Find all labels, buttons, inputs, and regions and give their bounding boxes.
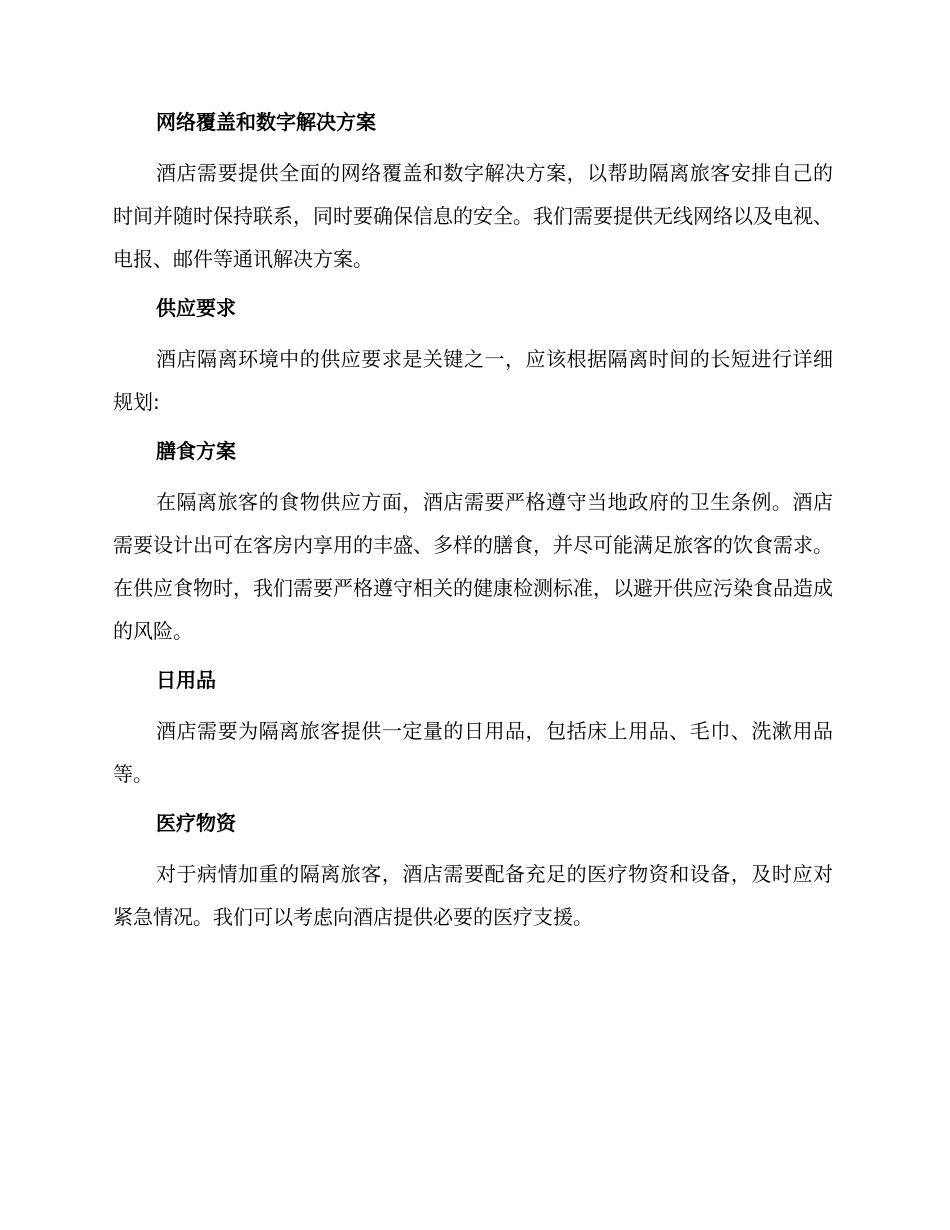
section-heading: 膳食方案 bbox=[156, 439, 236, 463]
section-paragraph: 在隔离旅客的食物供应方面，酒店需要严格遵守当地政府的卫生条例。酒店需要设计出可在客房内享用的丰盛、多样的膳食，并尽可能满足旅客的饮食需求。在供应食物时，我们需要严格遵守相关的健康检测标准，以避开供应污染食品造成的风险。 bbox=[113, 490, 833, 643]
section-paragraph: 酒店需要为隔离旅客提供一定量的日用品，包括床上用品、毛巾、洗漱用品等。 bbox=[113, 719, 833, 786]
section-heading: 医疗物资 bbox=[156, 811, 236, 835]
section-medical-supplies bbox=[113, 809, 833, 939]
section-heading: 日用品 bbox=[156, 668, 216, 692]
section-paragraph: 酒店隔离环境中的供应要求是关键之一，应该根据隔离时间的长短进行详细规划: bbox=[113, 347, 833, 414]
section-heading: 供应要求 bbox=[156, 296, 236, 320]
section-network bbox=[113, 108, 833, 281]
section-meal-plan bbox=[113, 437, 833, 653]
section-supply-requirements bbox=[113, 294, 833, 424]
section-daily-necessities bbox=[113, 666, 833, 796]
document-body bbox=[113, 108, 833, 952]
section-paragraph: 对于病情加重的隔离旅客，酒店需要配备充足的医疗物资和设备，及时应对紧急情况。我们可以考虑向酒店提供必要的医疗支援。 bbox=[113, 862, 833, 929]
section-paragraph: 酒店需要提供全面的网络覆盖和数字解决方案，以帮助隔离旅客安排自己的时间并随时保持联系，同时要确保信息的安全。我们需要提供无线网络以及电视、电报、邮件等通讯解决方案。 bbox=[113, 161, 833, 271]
section-heading: 网络覆盖和数字解决方案 bbox=[156, 110, 376, 134]
